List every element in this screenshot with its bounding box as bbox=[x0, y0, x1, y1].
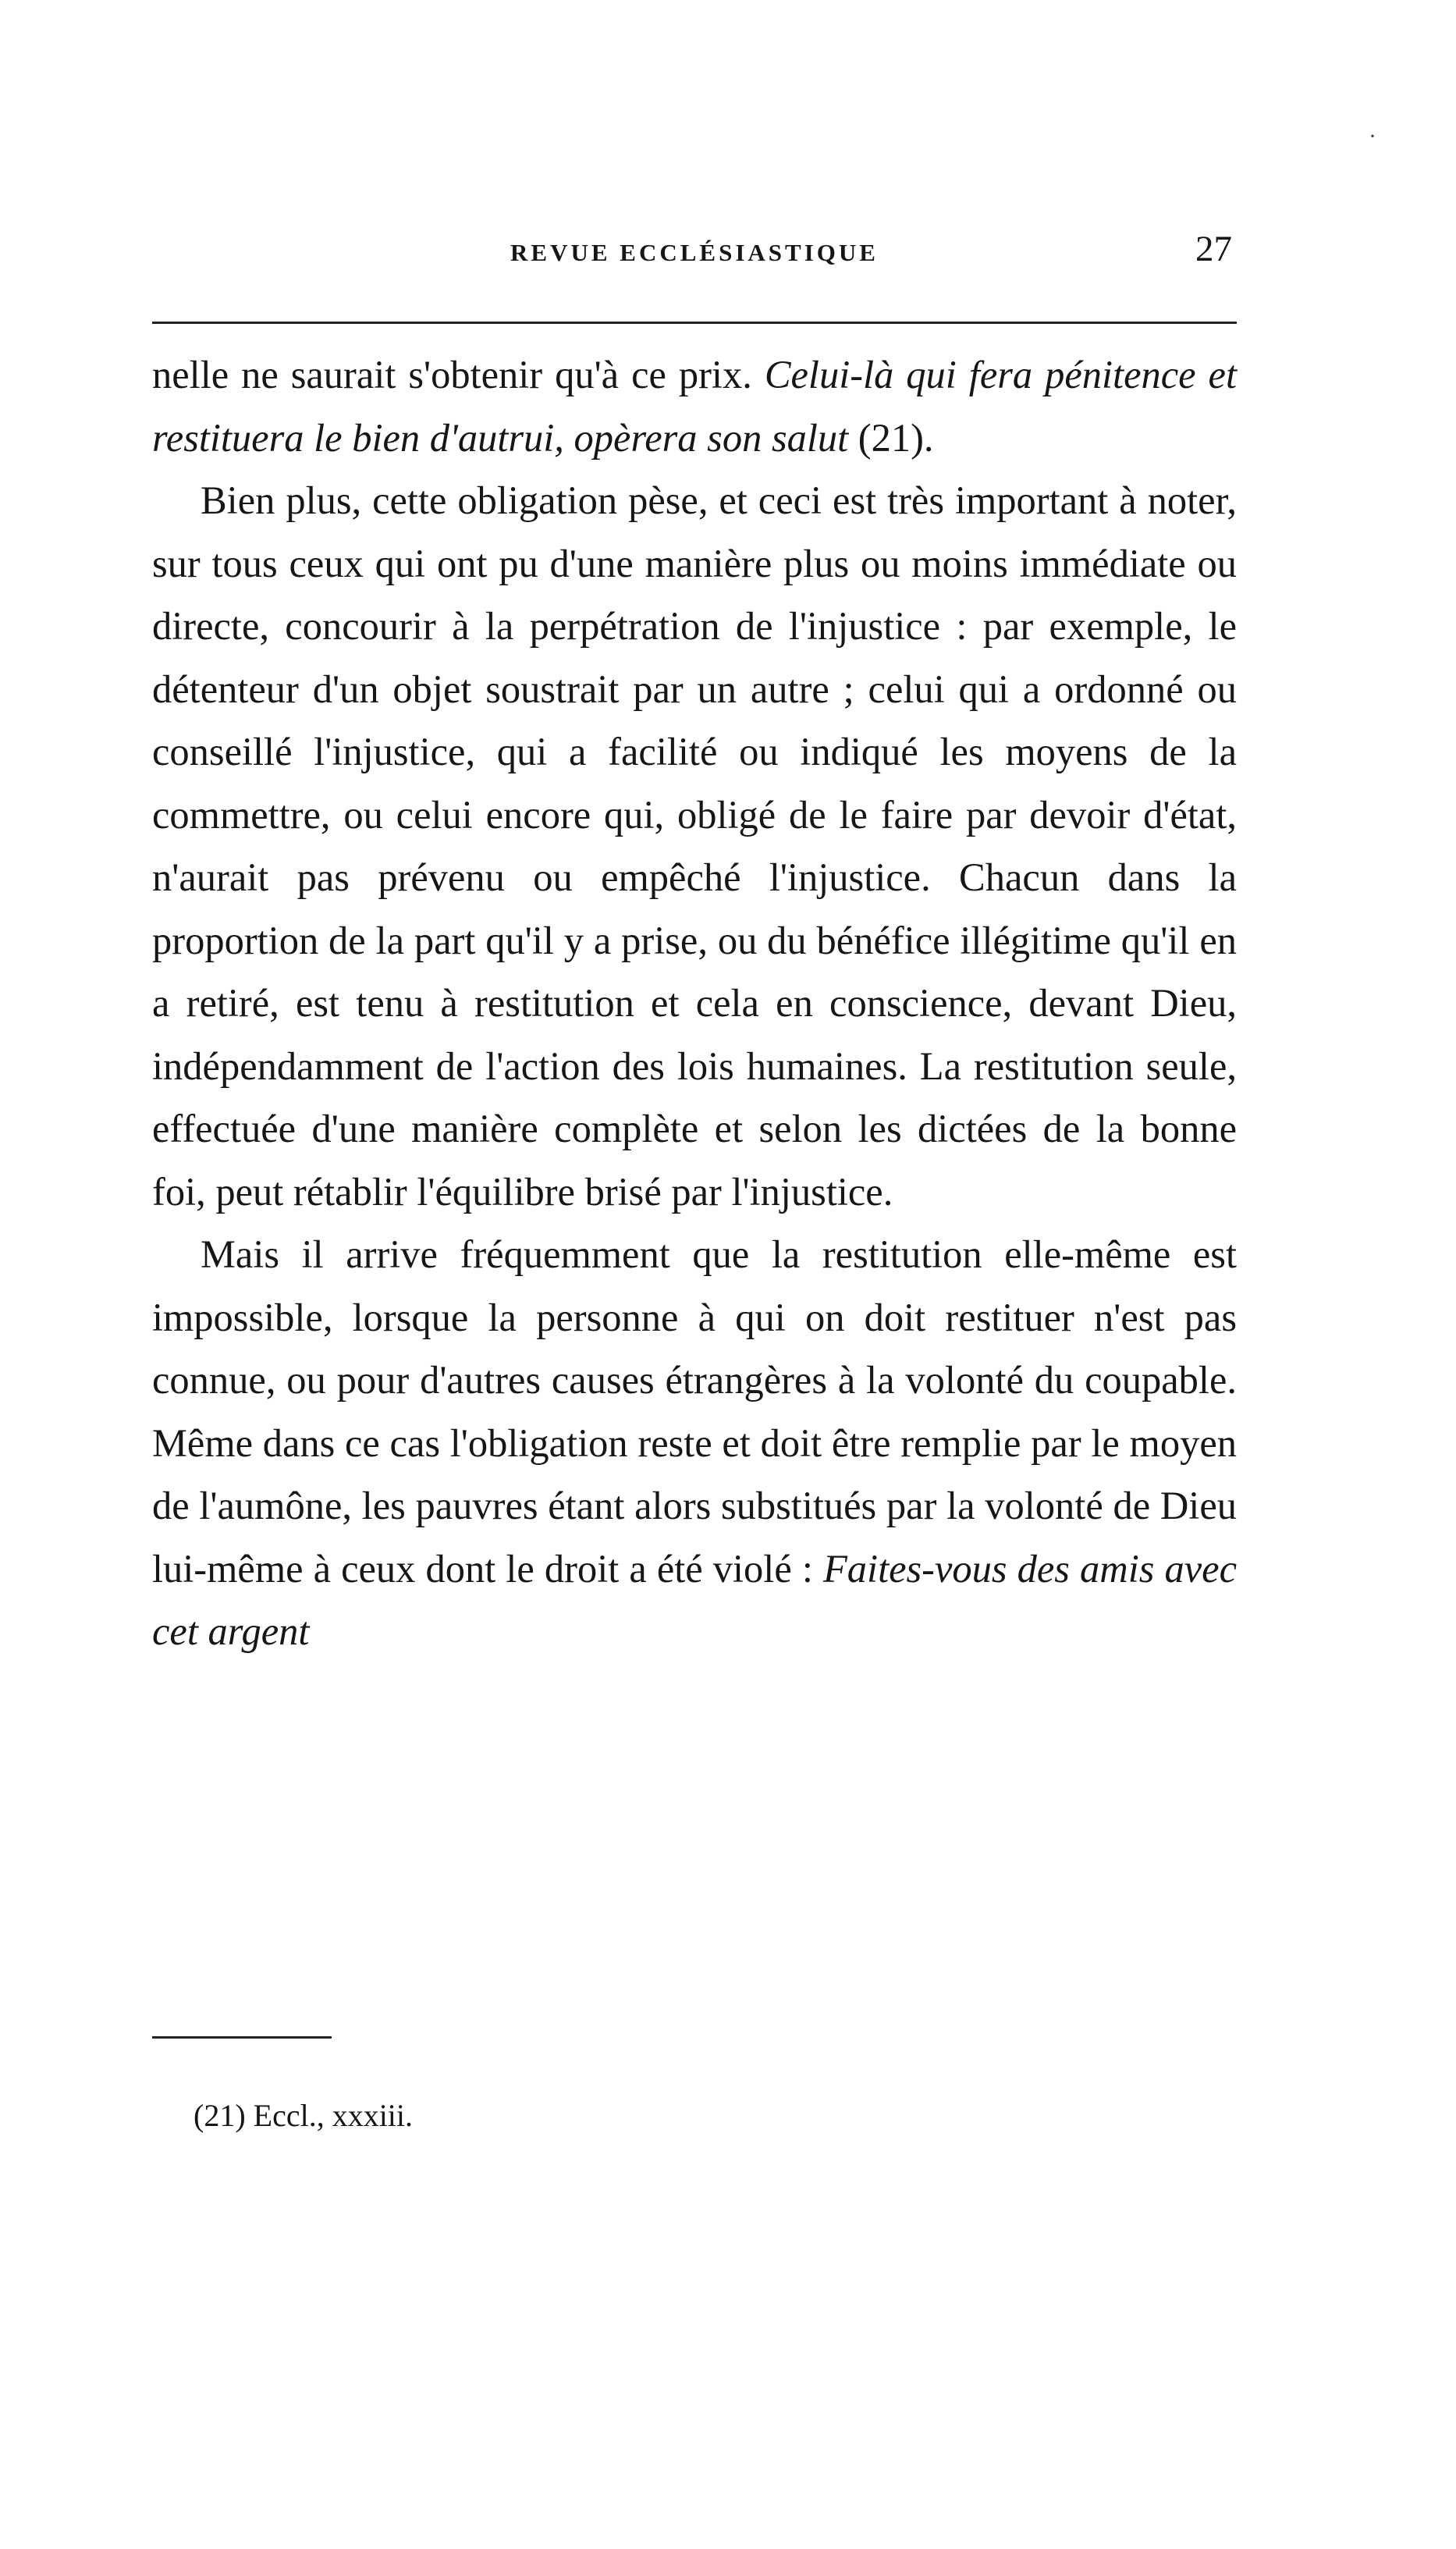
body-text bbox=[152, 343, 1237, 1663]
page-number: 27 bbox=[1195, 229, 1232, 269]
paragraph-2: Bien plus, cette obligation pèse, et ceci est très important à noter, sur tous ceux qui ont pu d'une manière plus ou moins immédiate ou directe, concourir à la perpétration de l'injustice : par exemple, le détenteur d'un objet soustrait par un autre ; celui qui a ordonné ou conseillé l'injustice, qui a facilité ou indiqué les moyens de la commettre, ou celui encore qui, obligé de le faire par devoir d'état, n'aurait pas prévenu ou empêché l'injustice. Chacun dans la proportion de la part qu'il y a prise, ou du bénéfice illégitime qu'il en a retiré, est tenu à restitution et cela en conscience, devant Dieu, indépendamment de l'action des lois humaines. La restitution seule, effectuée d'une manière complète et selon les dictées de la bonne foi, peut rétablir l'équilibre brisé par l'injustice. bbox=[152, 478, 1237, 1214]
margin-speck: · bbox=[1369, 123, 1376, 149]
paragraph-1-quote: Celui-là qui fera pénitence et restituera le bien d'autrui, opèrera son salut bbox=[152, 353, 1237, 460]
footnote-rule bbox=[152, 2036, 332, 2039]
paragraph-3-text: Mais il arrive fréquemment que la restitution elle-même est impossible, lorsque la personne à qui on doit restituer n'est pas connue, ou pour d'autres causes étrangères à la volonté du coupable. Même dans ce cas l'obligation reste et doit être remplie par le moyen de l'aumône, les pauvres étant alors substitués par la volonté de Dieu lui-même à ceux dont le droit a été violé : bbox=[152, 1232, 1237, 1591]
paragraph-1-ref: (21). bbox=[848, 415, 934, 460]
page-header bbox=[152, 228, 1237, 275]
footnote: (21) Eccl., xxxiii. bbox=[194, 2098, 414, 2133]
header-rule bbox=[152, 322, 1237, 324]
paragraph-1-text: nelle ne saurait s'obtenir qu'à ce prix. bbox=[152, 353, 765, 396]
paragraph-3-quote: Faites-vous des amis avec cet argent bbox=[152, 1546, 1237, 1653]
running-title: REVUE ECCLÉSIASTIQUE bbox=[510, 239, 879, 266]
paragraph-3 bbox=[152, 1223, 1237, 1663]
paragraph-1 bbox=[152, 343, 1237, 469]
